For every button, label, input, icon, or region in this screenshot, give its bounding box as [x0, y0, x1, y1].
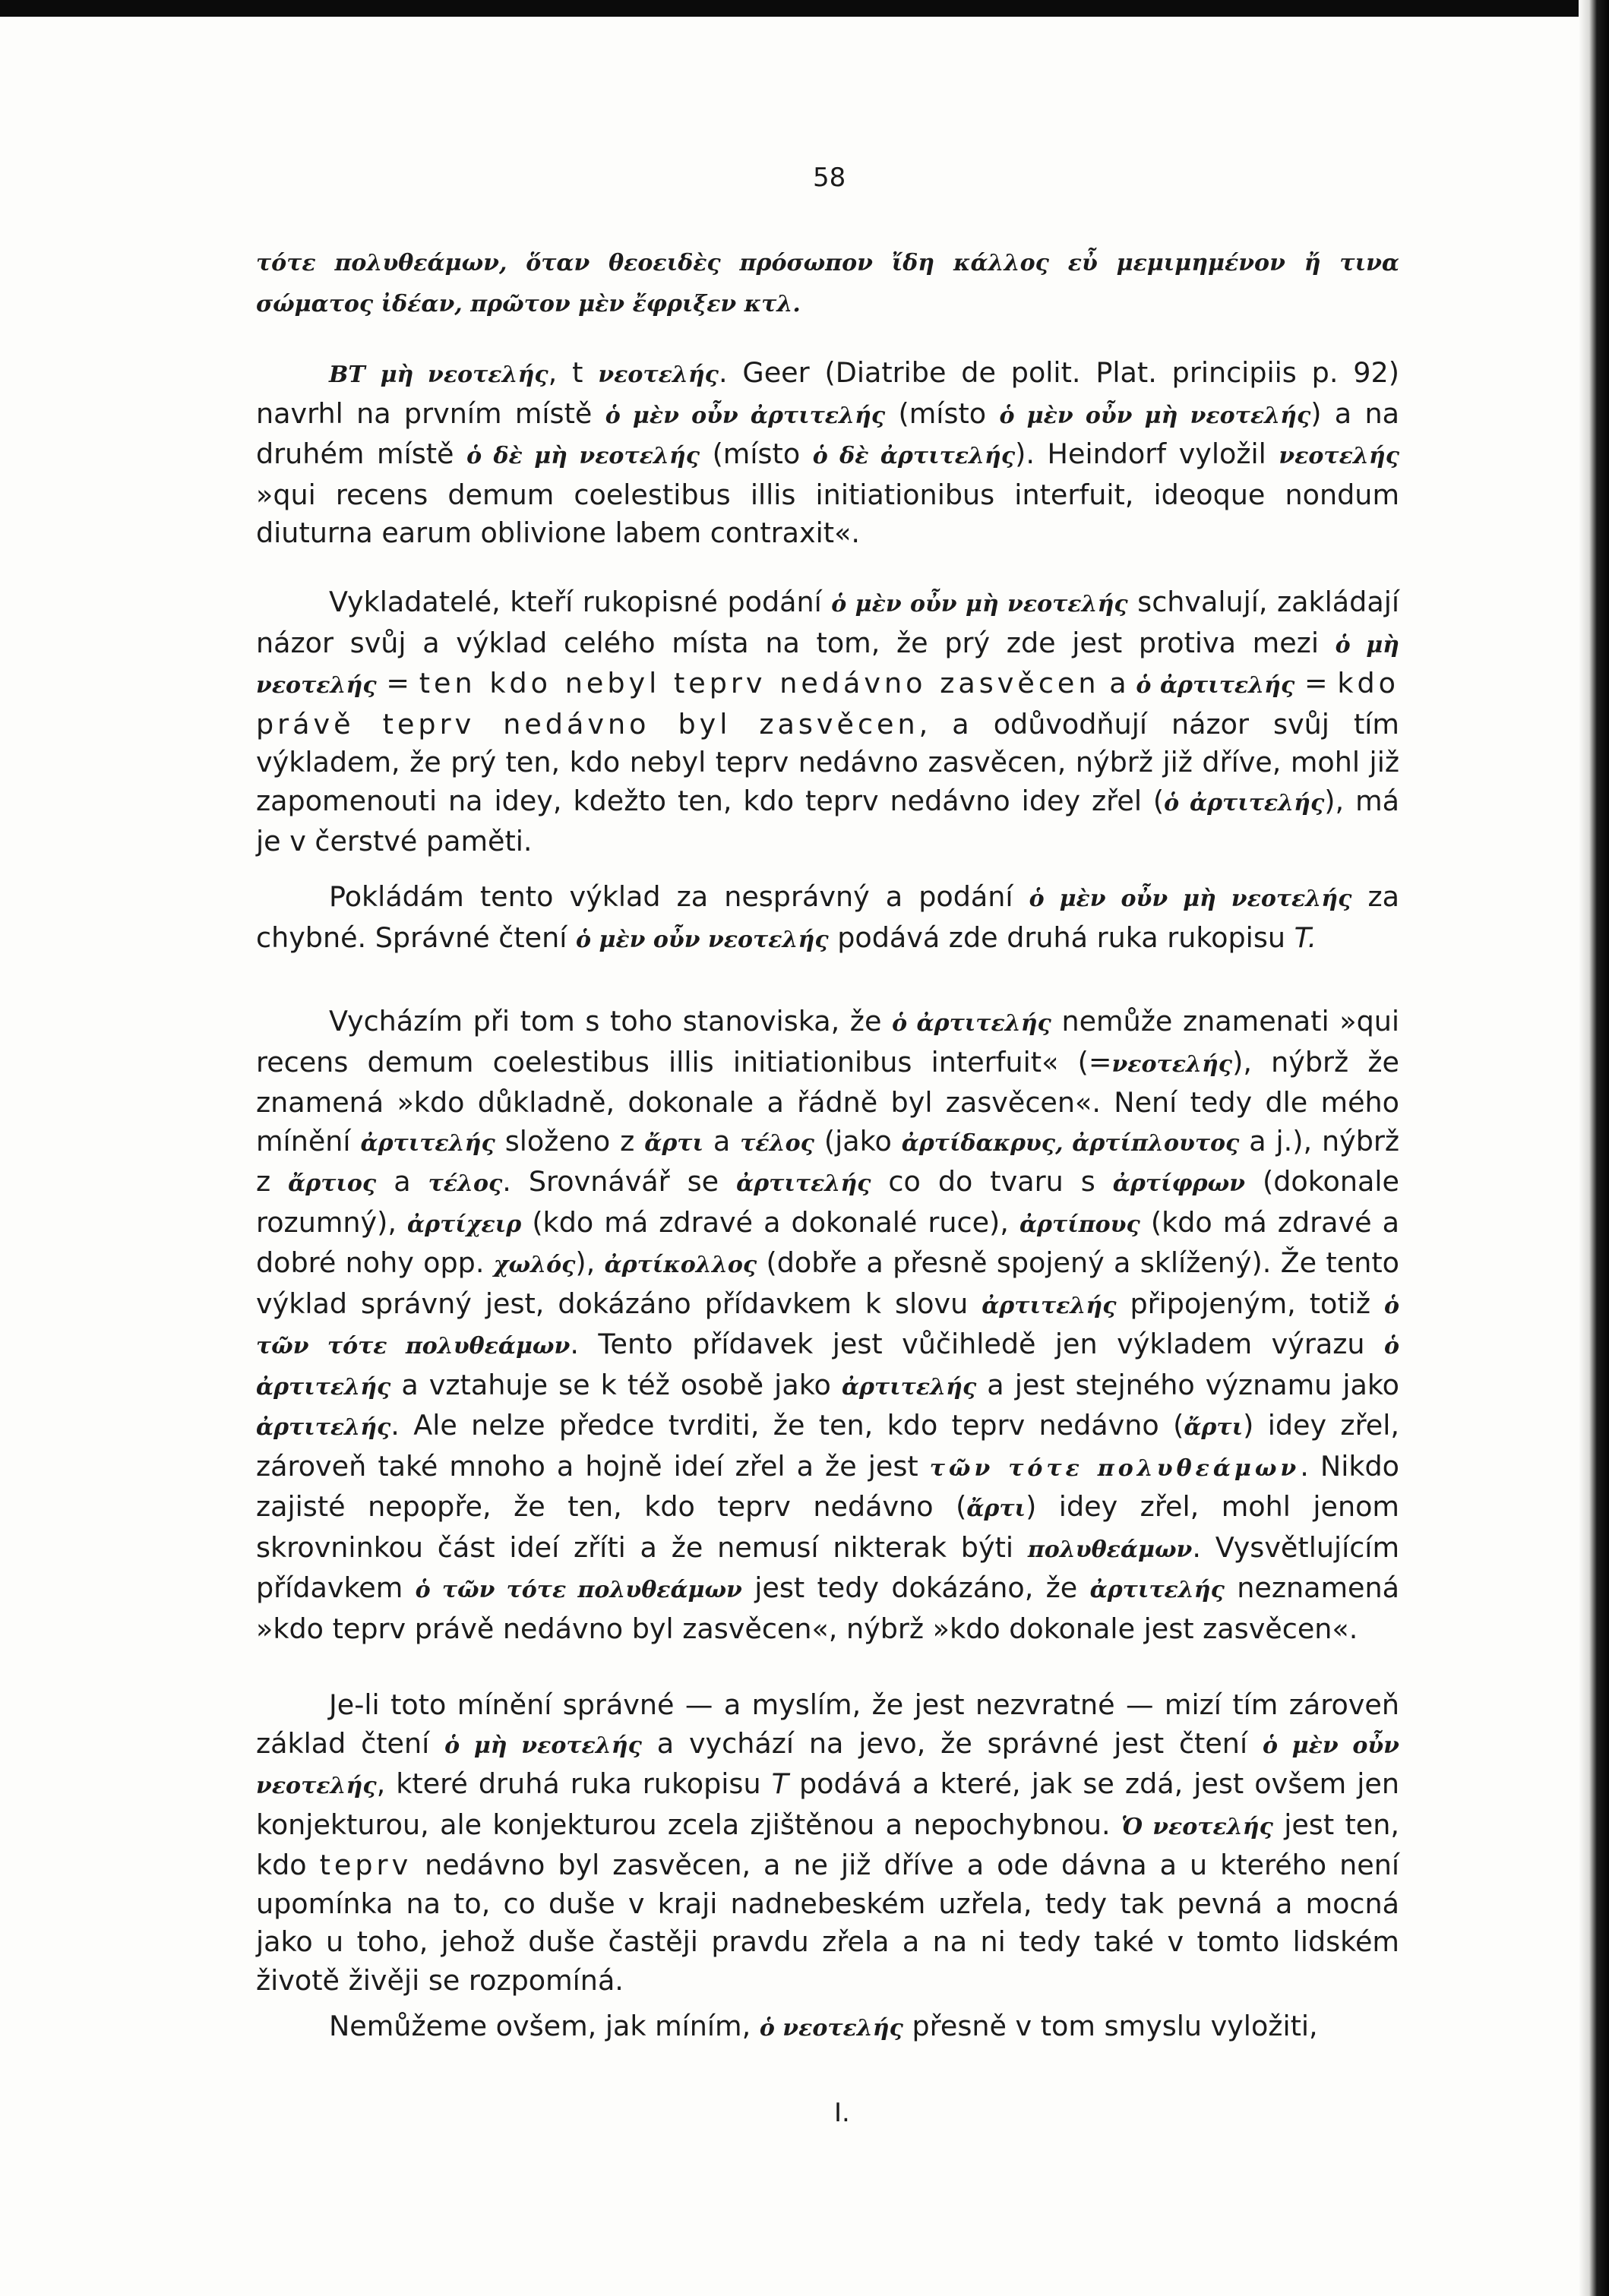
greek-text: ὁ ἀρτιτελής	[256, 1333, 1399, 1401]
greek-text: ὁ νεοτελής	[759, 2015, 903, 2042]
text: schvalují, zakládají názor svůj a výklad celého místa na tom, že prý zde jest protiva mezi	[256, 586, 1399, 659]
greek-text: ἀρτιτελής	[1089, 1577, 1225, 1603]
greek-text: μὴ νεοτελής	[380, 362, 548, 388]
text: nemůže znamenati »qui recens demum coelestibus illis initiationibus interfuit« (=	[256, 1005, 1400, 1079]
text: a vztahuje se k též osobě jako	[401, 1368, 831, 1401]
manuscript-siglum: BT	[329, 362, 365, 388]
text: a	[394, 1165, 411, 1198]
text: ). Heindorf vyložil	[1015, 437, 1266, 470]
text: nedávno byl zasvěcen, a ne již dříve a ode dávna a u kterého není upomínka na to, co duše v kraji nadnebeském uzřela, tedy tak pevná a mocná jako u toho, jehož duše častěji pravdu zřela a na ni tedy také v tomto lidském životě živěji se rozpomíná.	[256, 1849, 1399, 1997]
text: ), má je v čerstvé paměti.	[256, 784, 1399, 857]
text: (místo	[898, 396, 987, 430]
greek-text: τέλος	[740, 1129, 814, 1157]
greek-text: ἀρτιτελής	[360, 1129, 495, 1157]
greek-text: ὁ μὴ νεοτελής	[256, 631, 1399, 699]
manuscript-siglum: T	[771, 1767, 789, 1800]
greek-text: ἄρτι	[1184, 1414, 1244, 1441]
greek-text: ὁ μὲν οὖν ἀρτιτελής	[605, 402, 886, 429]
greek-text: νεοτελής	[1279, 443, 1399, 469]
text: Vykladatelé, kteří rukopisné podání	[329, 586, 822, 618]
text: přesně v tom smyslu vyložiti,	[912, 2010, 1318, 2042]
paragraph-7	[256, 2007, 1399, 2048]
greek-text: ὁ μὲν οὖν μὴ νεοτελής	[1029, 886, 1352, 912]
greek-text: ἀρτιτελής	[256, 1414, 391, 1441]
text: ) a na druhém místě	[256, 396, 1399, 470]
greek-text: ὁ μὲν οὖν νεοτελής	[256, 1732, 1399, 1799]
text: , které druhá ruka rukopisu	[376, 1767, 761, 1800]
text: , a odůvodňují názor svůj tím výkladem, že prý ten, kdo nebyl teprv nedávno zasvěcen, nýbrž již dříve, mohl již zapomenouti na idey, kdežto ten, kdo teprv nedávno idey zřel (	[256, 707, 1399, 817]
greek-text: ἀρτίπους	[1019, 1211, 1140, 1238]
text: složeno z	[504, 1124, 635, 1157]
text: a jest stejného významu jako	[987, 1368, 1399, 1401]
greek-text: ἀρτίδακρυς, ἀρτίπλουτος	[901, 1129, 1240, 1157]
greek-text: Ὁ νεοτελής	[1121, 1813, 1273, 1840]
paragraph-3	[256, 583, 1399, 861]
text: ) idey zřel, mohl jenom skrovninkou část ideí zříti a že nemusí nikterak býti	[256, 1490, 1399, 1564]
text: . Vysvětlujícím přídavkem	[256, 1530, 1400, 1604]
greek-text: ἀρτίχειρ	[407, 1211, 522, 1238]
greek-text: ὁ δὲ μὴ νεοτελής	[466, 443, 700, 469]
text: co do tvaru s	[888, 1165, 1095, 1198]
text: podává a které, jak se zdá, jest ovšem jen konjekturou, ale konjekturou zcela zjištěnou a nepochybnou.	[256, 1767, 1400, 1841]
text: připojeným, totiž	[1130, 1287, 1370, 1320]
greek-text: ἀρτιτελής	[982, 1292, 1117, 1319]
scan-binding-edge	[1579, 0, 1609, 2296]
spaced-text: teprv	[319, 1849, 413, 1881]
text: ),	[575, 1246, 596, 1279]
greek-text: ἀρτίκολλος	[604, 1252, 757, 1278]
greek-text: ὁ μὲν οὖν μὴ νεοτελής	[999, 402, 1311, 429]
paragraph-6	[256, 1686, 1399, 2000]
text: ) idey zřel, zároveň také mnoho a hojně ideí zřel a že jest	[256, 1409, 1399, 1483]
manuscript-siglum: T.	[1294, 921, 1317, 954]
text: =	[386, 667, 409, 700]
spaced-text: kdo právě teprv nedávno byl zasvěcen	[256, 667, 1399, 741]
greek-text: ἄρτι	[644, 1129, 703, 1157]
greek-text: ἀρτιτελής	[736, 1170, 871, 1197]
text: (dobře a přesně spojený a sklížený). Že tento výklad správný jest, dokázáno přídavkem k slovu	[256, 1246, 1399, 1320]
greek-text: ὁ ἀρτιτελής	[1164, 789, 1325, 816]
greek-text: ἄρτιος	[288, 1170, 377, 1197]
text: =	[1304, 667, 1328, 700]
text: jest tedy dokázáno, že	[754, 1571, 1078, 1604]
paragraph-5	[256, 1003, 1399, 1648]
text: ), nýbrž že znamená »kdo důkladně, dokonale a řádně byl zasvěcen«. Není tedy dle mého mínění	[256, 1045, 1399, 1157]
greek-text: χωλός	[493, 1252, 576, 1278]
page-number: 58	[813, 163, 846, 193]
greek-text: ὁ μὲν οὖν νεοτελής	[576, 926, 829, 953]
text: a vychází na jevo, že správné jest čtení	[656, 1726, 1248, 1760]
text: a	[1109, 667, 1127, 700]
text: (kdo má zdravé a dobré nohy opp.	[256, 1205, 1399, 1279]
text: (kdo má zdravé a dokonalé ruce),	[532, 1205, 1009, 1239]
book-page	[0, 17, 1585, 2296]
text: (místo	[712, 437, 801, 470]
text: . Nikdo zajisté nepopře, že ten, kdo teprv nedávno (	[256, 1449, 1400, 1523]
text: (dokonale rozumný),	[256, 1165, 1399, 1239]
text: . Srovnávář se	[502, 1165, 719, 1198]
text: . Geer (Diatribe de polit. Plat. principiis p. 92) navrhl na prvním místě	[256, 356, 1399, 430]
text: za chybné. Správné čtení	[256, 880, 1400, 954]
spaced-text: ten kdo nebyl teprv nedávno zasvěcen	[419, 667, 1100, 700]
text: Nemůžeme ovšem, jak míním,	[329, 2010, 751, 2042]
greek-text: ἀρτιτελής	[841, 1373, 977, 1401]
signature-mark: I.	[834, 2098, 850, 2128]
greek-text: ὁ ἀρτιτελής	[1136, 672, 1295, 699]
greek-text: νεοτελής	[598, 362, 719, 388]
greek-text: ἀρτίφρων	[1112, 1170, 1245, 1197]
text: , t	[548, 356, 583, 389]
greek-text: τέλος	[428, 1170, 503, 1197]
text: »qui recens demum coelestibus illis initiationibus interfuit, ideoque nondum diuturna earum oblivione labem contraxit«.	[256, 478, 1399, 549]
greek-text: τότε πολυθεάμων, ὅταν θεοειδὲς πρόσωπον ἴδη κάλλος εὖ μεμιμημένον ἤ τινα σώματος ἰδέαν, πρῶτον μὲν ἔφριξεν κτλ.	[256, 250, 1399, 317]
text: a	[713, 1124, 731, 1157]
text: . Tento přídavek jest vůčihledě jen výkladem výrazu	[570, 1328, 1365, 1360]
text: podává zde druhá ruka rukopisu	[837, 921, 1285, 954]
text: a j.), nýbrž z	[256, 1124, 1400, 1198]
text: Pokládám tento výklad za nesprávný a podání	[329, 880, 1013, 913]
greek-text: ὁ τῶν τότε πολυθεάμων	[415, 1577, 742, 1603]
greek-text: ἄρτι	[966, 1495, 1026, 1522]
greek-text: τῶν τότε πολυθεάμων	[929, 1454, 1301, 1482]
text: . Ale nelze předce tvrditi, že ten, kdo teprv nedávno (	[390, 1409, 1184, 1442]
text: neznamená »kdo teprv právě nedávno byl zasvěcen«, nýbrž »kdo dokonale jest zasvěcen«.	[256, 1571, 1399, 1645]
greek-text: ὁ ἀρτιτελής	[892, 1010, 1051, 1037]
greek-text: πολυθεάμων	[1027, 1536, 1193, 1563]
text: Vycházím při tom s toho stanoviska, že	[329, 1005, 882, 1037]
greek-text: ὁ μὴ νεοτελής	[444, 1732, 642, 1759]
paragraph-greek-quote	[256, 242, 1399, 324]
text: (jako	[823, 1124, 892, 1157]
greek-text: νεοτελής	[1111, 1050, 1233, 1078]
greek-text: ὁ δὲ ἀρτιτελής	[812, 443, 1016, 469]
text: jest ten, kdo	[256, 1808, 1399, 1881]
greek-text: ὁ μὲν οὖν μὴ νεοτελής	[831, 591, 1128, 617]
text: Je-li toto mínění správné — a myslím, že jest nezvratné — mizí tím zároveň základ čtení	[256, 1688, 1399, 1760]
paragraph-2	[256, 354, 1399, 553]
paragraph-4	[256, 878, 1399, 959]
greek-text: ὁ τῶν τότε πολυθεάμων	[256, 1292, 1399, 1360]
